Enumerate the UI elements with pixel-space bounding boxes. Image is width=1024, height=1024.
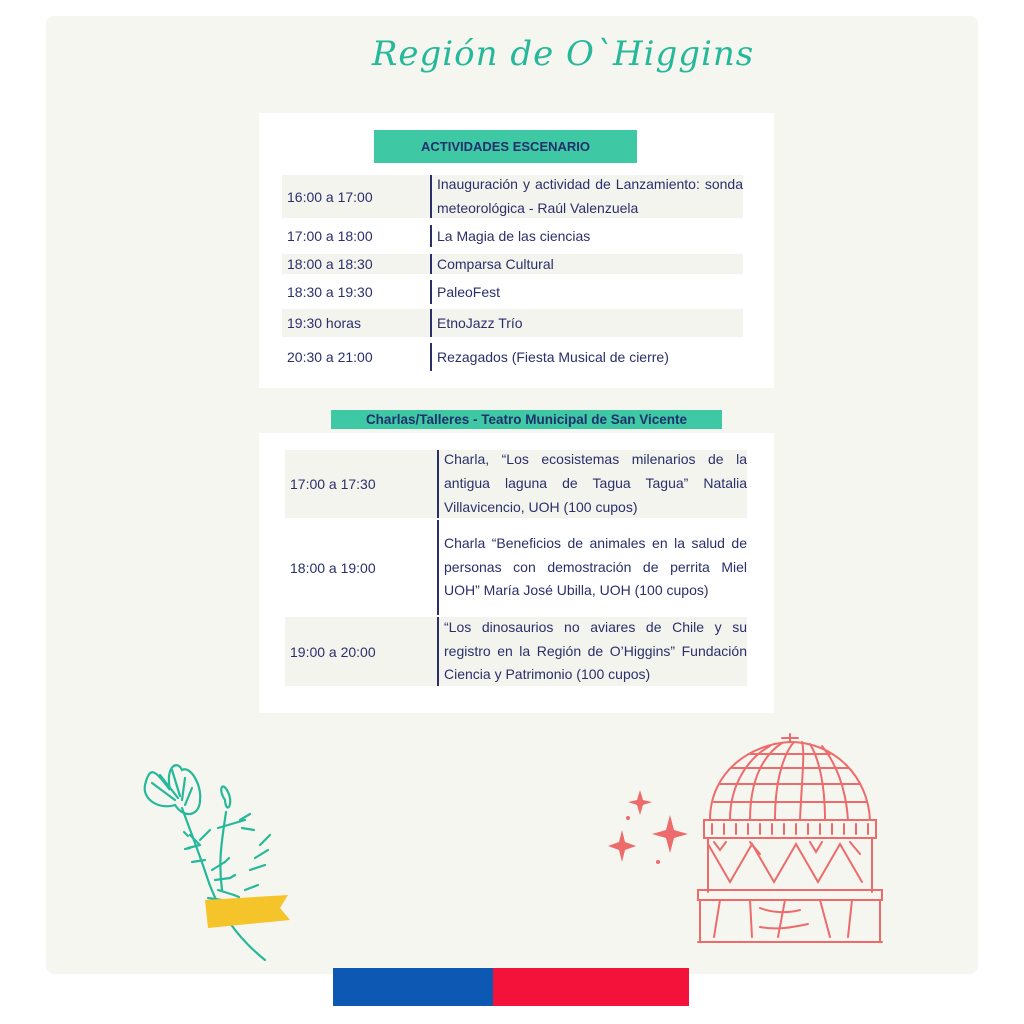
table-row — [285, 450, 747, 518]
region-title: Región de O`Higgins — [371, 34, 755, 74]
row-activity: Rezagados (Fiesta Musical de cierre) — [437, 348, 669, 365]
row-time: 17:00 a 17:30 — [290, 476, 376, 492]
row-time: 18:00 a 19:00 — [290, 559, 376, 576]
table-row — [282, 343, 743, 371]
table-row — [285, 520, 747, 615]
table-row — [285, 617, 747, 686]
row-time: 18:00 a 18:30 — [287, 256, 373, 272]
row-activity: “Los dinosaurios no aviares de Chile y su registro en la Región de O’Higgins” Fundación Ciencia y Patrimonio (100 cupos) — [444, 618, 747, 683]
sparkle-stars — [600, 790, 700, 875]
row-time: 17:00 a 18:00 — [287, 228, 373, 244]
flag-bar-red — [493, 968, 689, 1006]
table-row — [282, 175, 743, 218]
table-row — [282, 309, 743, 337]
row-time: 18:30 a 19:30 — [287, 284, 373, 300]
row-activity: EtnoJazz Trío — [437, 314, 523, 331]
row-activity: Comparsa Cultural — [437, 255, 554, 272]
flag-bar-blue — [333, 968, 493, 1006]
row-time: 19:00 a 20:00 — [290, 643, 376, 660]
row-activity: Charla “Beneficios de animales en la salud de personas con demostración de perrita Miel UOH” María José Ubilla, UOH (100 cupos) — [444, 534, 747, 599]
table-row — [282, 254, 743, 274]
row-activity: PaleoFest — [437, 283, 501, 300]
table-row — [282, 280, 743, 304]
row-time: 19:30 horas — [287, 315, 361, 331]
row-activity: Charla, “Los ecosistemas milenarios de la antigua laguna de Tagua Tagua” Natalia Villavicencio, UOH (100 cupos) — [444, 451, 747, 515]
section-label-activities: ACTIVIDADES ESCENARIO — [374, 130, 637, 163]
poppy-flower-illustration — [130, 750, 310, 965]
observatory-dome-illustration — [690, 732, 885, 947]
row-activity: Inauguración y actividad de Lanzamiento: sonda meteorológica - Raúl Valenzuela — [437, 175, 743, 216]
row-time: 20:30 a 21:00 — [287, 349, 373, 365]
row-activity: La Magia de las ciencias — [437, 227, 591, 244]
table-row — [282, 225, 743, 247]
section-label-talks: Charlas/Talleres - Teatro Municipal de San Vicente — [331, 410, 722, 429]
row-time: 16:00 a 17:00 — [287, 188, 373, 205]
